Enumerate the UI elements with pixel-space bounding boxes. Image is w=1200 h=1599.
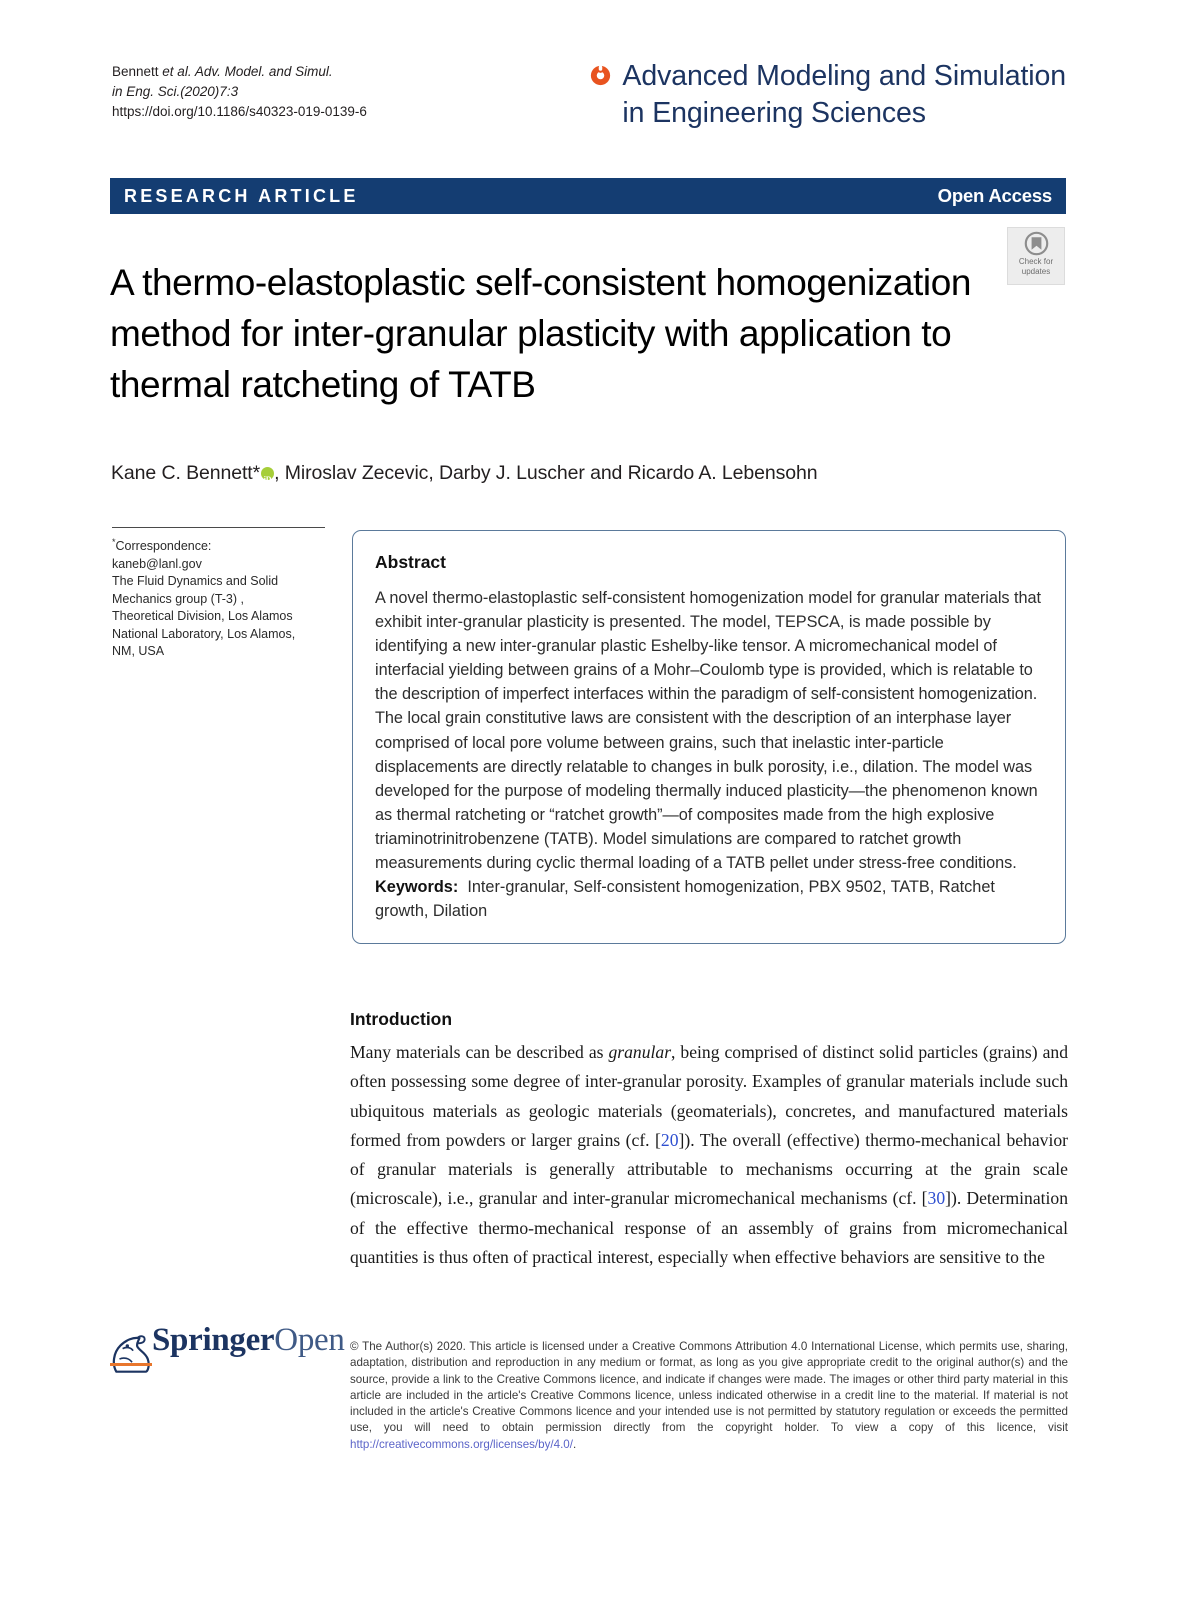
section-heading-introduction: Introduction bbox=[350, 1009, 453, 1029]
affiliation-line-5: NM, USA bbox=[112, 644, 165, 659]
running-head-journal: et al. Adv. Model. and Simul. bbox=[162, 64, 333, 79]
license-text-end: . bbox=[572, 1437, 577, 1451]
intro-seg-5: ]). Determination of the effective thermo-mechanical response of an assembly of grains from micromechanical quantities is thus often of practical interest, especially when effective behaviors are sensitive to the bbox=[350, 1188, 1068, 1268]
keywords-line bbox=[375, 875, 1041, 923]
abstract-heading: Abstract bbox=[375, 552, 446, 572]
research-article-banner bbox=[110, 178, 1066, 214]
keywords-label: Keywords: bbox=[375, 878, 459, 897]
affiliation-line-2: Mechanics group (T-3) , bbox=[112, 591, 244, 606]
page-title: A thermo-elastoplastic self-consistent homogenization method for inter-granular plasticity with application to thermal ratcheting of TATB bbox=[110, 261, 972, 405]
affiliation-line-1: The Fluid Dynamics and Solid bbox=[112, 574, 279, 589]
intro-emphasis-granular: granular bbox=[608, 1042, 672, 1062]
open-word: Open bbox=[274, 1322, 345, 1358]
affiliation-line-4: National Laboratory, Los Alamos, bbox=[112, 626, 296, 641]
correspondence-star: * bbox=[112, 537, 116, 547]
running-head-doi[interactable]: https://doi.org/10.1186/s40323-019-0139-6 bbox=[112, 104, 367, 119]
correspondence-divider bbox=[112, 527, 325, 528]
journal-masthead bbox=[546, 58, 1066, 132]
author-others: , Miroslav Zecevic, Darby J. Luscher and Ricardo A. Lebensohn bbox=[274, 462, 818, 484]
affiliation-line-3: Theoretical Division, Los Alamos bbox=[112, 609, 293, 624]
correspondence-block bbox=[112, 527, 325, 661]
keywords-value: Inter-granular, Self-consistent homogenization, PBX 9502, TATB, Ratchet growth, Dilation bbox=[375, 878, 995, 921]
running-head-author: Bennett bbox=[112, 64, 163, 79]
license-text-body: © The Author(s) 2020. This article is licensed under a Creative Commons Attribution 4.0 International License, which permits use, sharing, adaptation, distribution and reproduction in any medium or format, as long as you give appropriate credit to the original author(s) and the source, provide a link to the Creative Commons licence, and indicate if changes were made. The images or other third party material in this article are included in the article's Creative Commons licence, unless indicated otherwise in a credit line to the material. If material is not included in the article's Creative Commons licence and your intended use is not permitted by statutory regulation or exceeds the permitted use, you will need to obtain permission directly from the copyright holder. To view a copy of this licence, visit bbox=[350, 1340, 1068, 1435]
author-corresponding: Kane C. Bennett* bbox=[111, 462, 261, 484]
open-access-label: Open Access bbox=[937, 185, 1052, 206]
open-access-icon bbox=[590, 65, 611, 86]
journal-title-line1: Advanced Modeling and Simulation bbox=[622, 60, 1066, 92]
running-head bbox=[112, 62, 532, 122]
running-head-line1 bbox=[112, 62, 532, 82]
correspondence-label: Correspondence: bbox=[115, 539, 212, 554]
introduction-paragraph bbox=[350, 1038, 1068, 1272]
intro-seg-4: ]). The overall (effective) thermo-mechanical behavior of granular materials is generally attributable to mechanisms occurring at the grain scale (microscale), i.e., granular and inter-granular micromechanical mechanisms (cf. [ bbox=[350, 1129, 1068, 1209]
article-type-label: RESEARCH ARTICLE bbox=[124, 185, 359, 206]
springer-word: Springer bbox=[152, 1322, 275, 1358]
crossmark-line1: Check for bbox=[1018, 257, 1054, 266]
license-statement bbox=[350, 1339, 1068, 1453]
creative-commons-link[interactable]: http://creativecommons.org/licenses/by/4.0/ bbox=[350, 1437, 573, 1451]
springer-open-wordmark bbox=[152, 1322, 345, 1359]
citation-ref-20[interactable]: 20 bbox=[660, 1129, 679, 1150]
crossmark-badge[interactable] bbox=[1007, 227, 1065, 285]
abstract-box bbox=[352, 530, 1066, 944]
springer-accent-rule bbox=[110, 1363, 152, 1366]
running-head-line2: in Eng. Sci.(2020)7:3 bbox=[112, 84, 239, 99]
crossmark-line2: updates bbox=[1021, 266, 1051, 276]
journal-title-line2: in Engineering Sciences bbox=[622, 97, 926, 129]
crossmark-text bbox=[1019, 257, 1053, 276]
journal-title bbox=[622, 58, 1066, 132]
crossmark-check-icon bbox=[1024, 231, 1049, 256]
intro-seg-1: Many materials can be described as bbox=[350, 1042, 609, 1062]
citation-ref-30[interactable]: 30 bbox=[927, 1188, 946, 1209]
orcid-id-icon[interactable] bbox=[261, 467, 274, 480]
correspondence-email[interactable]: kaneb@lanl.gov bbox=[112, 556, 202, 571]
intro-seg-3: , being comprised of distinct solid particles (grains) and often possessing some degree of inter-granular porosity. Examples of granular materials include such ubiquitous materials as geologic materials (geomaterials), concretes, and manufactured materials formed from powders or larger grains (cf. [ bbox=[350, 1042, 1068, 1150]
author-list bbox=[111, 459, 1011, 487]
abstract-body: A novel thermo-elastoplastic self-consistent homogenization model for granular materials that exhibit inter-granular plasticity is presented. The model, TEPSCA, is made possible by identifying a new inter-granular plastic Eshelby-like tensor. A micromechanical model of interfacial yielding between grains of a Mohr–Coulomb type is provided, which is relatable to the description of imperfect interfaces within the paradigm of self-consistent homogenization. The local grain constitutive laws are consistent with the description of an interphase layer comprised of local pore volume between grains, such that inelastic inter-particle displacements are directly relatable to changes in bulk porosity, i.e., dilation. The model was developed for the purpose of modeling thermally induced plasticity—the phenomenon known as thermal ratcheting or “ratchet growth”—of composites made from the high explosive triaminotrinitrobenzene (TATB). Model simulations are compared to ratchet growth measurements during cyclic thermal loading of a TATB pellet under stress-free conditions. bbox=[375, 589, 1041, 873]
